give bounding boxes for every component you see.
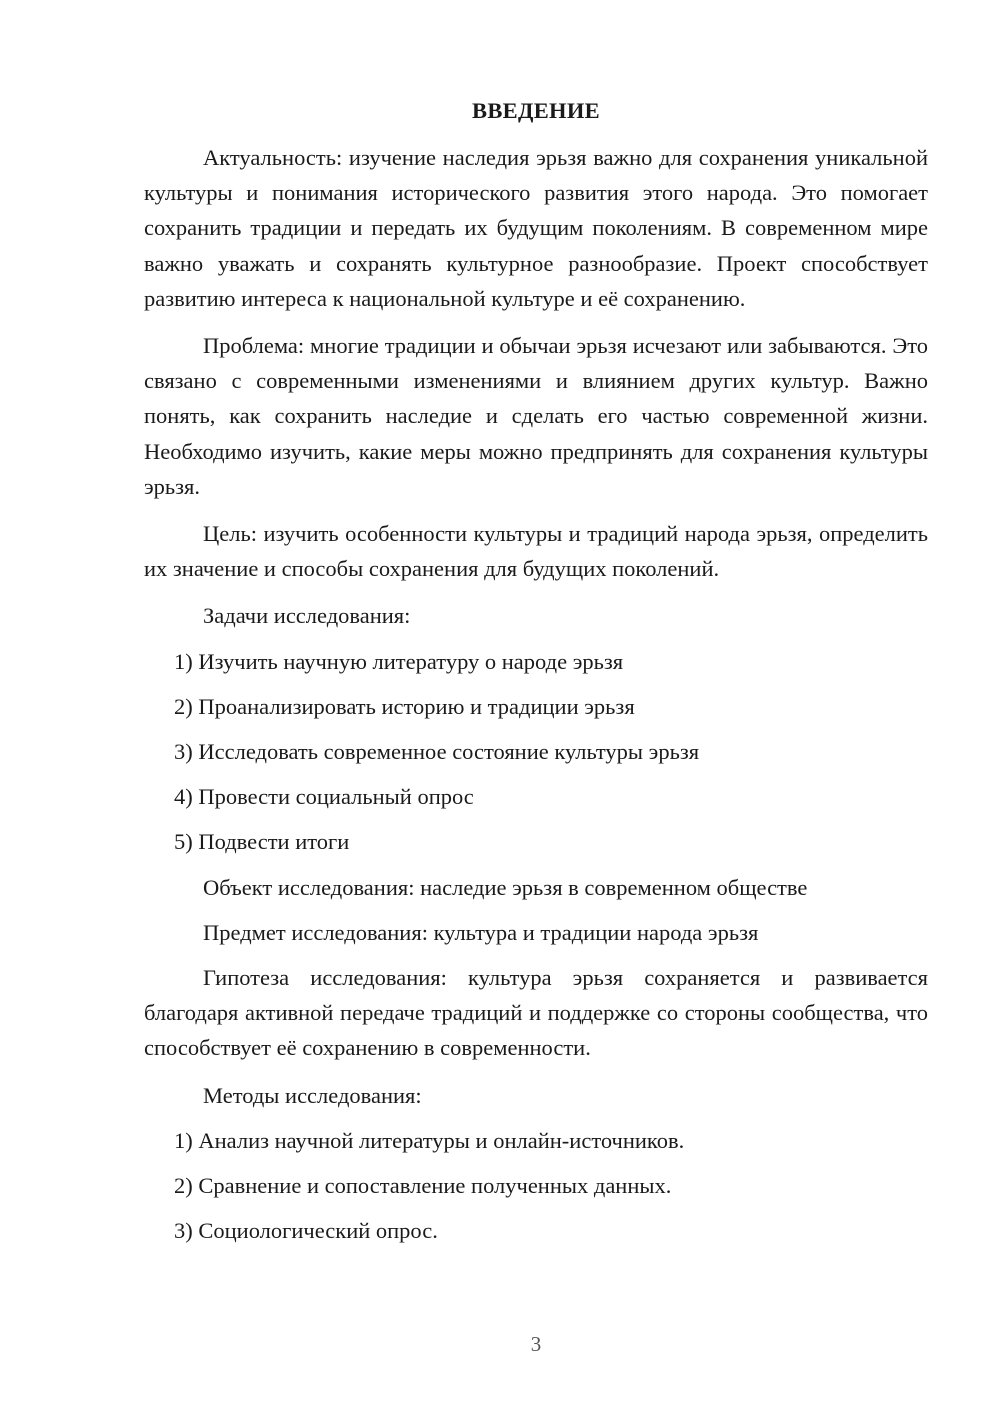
task-item: 4) Провести социальный опрос (174, 784, 474, 810)
methods-heading: Методы исследования: (203, 1082, 422, 1108)
hypothesis-paragraph: Гипотеза исследования: культура эрьзя сохраняется и развивается благодаря активной передаче традиций и поддержке со стороны сообщества, что способствует её сохранению в современности. (144, 965, 928, 1061)
relevance-paragraph: Актуальность: изучение наследия эрьзя важно для сохранения уникальной культуры и понимания исторического развития этого народа. Это помогает сохранить традиции и передать их будущим поколениям. В современном мире важно уважать и сохранять культурное разнообразие. Проект способствует развитию интереса к национальной культуре и её сохранению. (144, 145, 928, 311)
task-item: 5) Подвести итоги (174, 829, 350, 855)
goal-paragraph: Цель: изучить особенности культуры и традиций народа эрьзя, определить их значение и способы сохранения для будущих поколений. (144, 521, 928, 582)
problem-paragraph: Проблема: многие традиции и обычаи эрьзя исчезают или забываются. Это связано с современными изменениями и влиянием других культур. Важно понять, как сохранить наследие и сделать его частью современной жизни. Необходимо изучить, какие меры можно предпринять для сохранения культуры эрьзя. (144, 333, 928, 499)
page-content (144, 96, 928, 1258)
research-object: Объект исследования: наследие эрьзя в современном обществе (203, 874, 808, 900)
tasks-heading: Задачи исследования: (203, 603, 411, 629)
method-item: 1) Анализ научной литературы и онлайн-источников. (174, 1127, 685, 1153)
research-subject: Предмет исследования: культура и традиции народа эрьзя (203, 919, 759, 945)
section-title: ВВЕДЕНИЕ (472, 98, 600, 123)
method-item: 3) Социологический опрос. (174, 1218, 438, 1244)
tasks-list (144, 644, 928, 860)
method-item: 2) Сравнение и сопоставление полученных данных. (174, 1173, 672, 1199)
task-item: 1) Изучить научную литературу о народе эрьзя (174, 648, 624, 674)
page-number: 3 (530, 1332, 542, 1356)
task-item: 2) Проанализировать историю и традиции эрьзя (174, 693, 635, 719)
methods-list (144, 1123, 928, 1249)
task-item: 3) Исследовать современное состояние культуры эрьзя (174, 739, 700, 765)
